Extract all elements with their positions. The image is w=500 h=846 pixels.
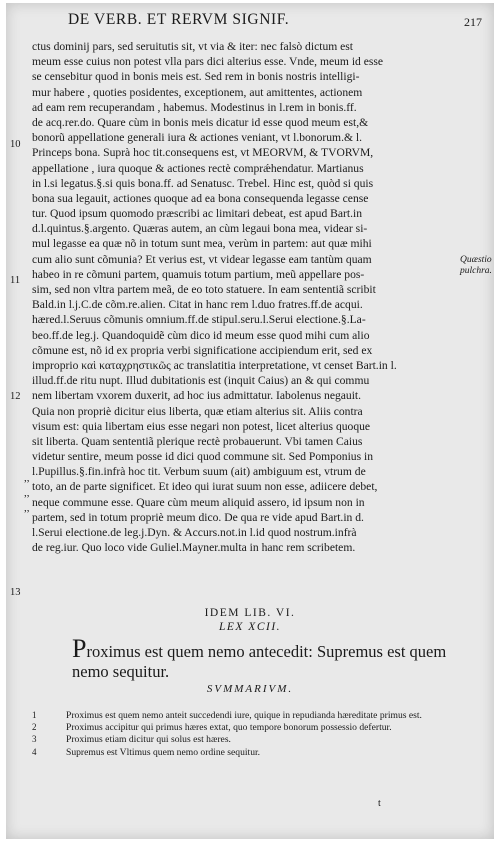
text-line: sit liberta. Quam sententiã plerique rectè probauerunt. Vbi tamen Caius	[32, 434, 363, 448]
summary-list	[32, 709, 472, 758]
text-line: Princeps bona. Suprà hoc tit.consequens est, vt MEORVM, & TVORVM,	[32, 146, 374, 160]
text-line: hæred.l.Seruus cõmunis omnium.ff.de stipul.seru.l.Serui electione.§.La-	[32, 313, 366, 327]
margin-number: 13	[10, 587, 21, 598]
body-text	[32, 39, 456, 555]
quotation-mark-icon: ,,	[24, 487, 30, 499]
summary-item	[32, 721, 472, 733]
running-title: DE VERB. ET RERVM SIGNIF.	[68, 11, 290, 28]
signature-mark: t	[378, 798, 381, 809]
summary-text: Proximus accipitur qui primus hæres extat, quo tempore bonorum possessio defertur.	[66, 722, 392, 734]
text-line: l.Pupillus.§.fin.infrà hoc tit. Verbum suum (ait) ambiguum est, vtrum de	[32, 465, 366, 479]
text-line: bonorũ appellatione generali iura & actiones veniant, vt l.bonorum.& l.	[32, 131, 363, 145]
text-line: l.Serui electione.de leg.j.Dyn. & Accurs.not.in l.id quod nostrum.infrà	[32, 526, 357, 539]
text-line: videtur sentire, meum posse id dici quod commune sit. Sed Pomponius in	[32, 450, 374, 464]
lemma-line: roximus est quem nemo antecedit: Supremus est quem	[86, 642, 447, 661]
summary-item	[32, 709, 472, 721]
text-line: de acq.rer.do. Quare cùm in bonis meis dicatur id esse quod meum est,&	[32, 115, 369, 129]
margin-number: 12	[10, 391, 21, 402]
summary-item	[32, 746, 472, 758]
text-line: tur. Quod ipsum quomodo præscribi ac limitari debeat, est apud Bart.in	[32, 207, 363, 221]
text-line: cum alio sunt cõmunia? Et verius est, vt videar legasse eam tantùm quam	[32, 252, 372, 266]
summary-title: SVMMARIVM.	[206, 683, 294, 695]
summary-text: Supremus est Vltimus quem nemo ordine sequitur.	[66, 746, 261, 758]
summary-number: 4	[32, 746, 37, 757]
text-line: Bald.in l.j.C.de cõm.re.alien. Citat in hanc rem l.duo fratres.ff.de acqui.	[32, 298, 363, 312]
quotation-mark-icon: ,,	[24, 502, 30, 514]
summary-number: 2	[32, 722, 37, 733]
text-line: de reg.iur. Quo loco vide Guliel.Mayner.multa in hanc rem scribetem.	[32, 541, 356, 555]
text-line: partem, sed in totum propriè meum dico. De qua re vide apud Bart.in d.	[32, 510, 364, 524]
lex-heading: LEX XCII.	[218, 621, 282, 633]
text-line: mur habere , quoties posidentes, exceptionem, aut amittentes, actionem	[32, 85, 363, 99]
summary-item	[32, 733, 472, 745]
margin-note-line: pulchra.	[460, 266, 492, 276]
lemma-line: nemo sequitur.	[72, 662, 170, 681]
text-line: ctus dominij pars, sed seruitutis sit, vt via & iter: nec falsò dictum est	[32, 40, 354, 53]
text-line: illud.ff.de ritu nupt. Illud dubitationis est (inquit Caius) an & qui commu	[32, 374, 370, 388]
section-heading: IDEM LIB. VI.	[204, 607, 296, 619]
page-number: 217	[464, 15, 482, 29]
text-line: appellatione , iura quoque & actiones rectè comprǽhendatur. Martianus	[32, 161, 364, 175]
text-line: beo.ff.de leg.j. Quandoquidẽ cùm dico id meum esse quod mihi cum alio	[32, 328, 370, 342]
summary-text: Proximus est quem nemo anteit succedendi iure, quique in repudianda hæreditate primus est.	[66, 710, 422, 721]
margin-number: 11	[10, 275, 21, 286]
summary-text: Proximus etiam dicitur qui solus est hæres.	[66, 734, 231, 746]
text-line: d.l.quintus.§.argento. Quæras autem, an cùm legaui bona mea, videar si-	[32, 222, 368, 236]
text-line: improprio καὶ καταχρηστικῶς ac translatitia interpretatione, vt censet Bart.in l.	[32, 358, 397, 372]
quotation-mark-icon: ,,	[24, 472, 30, 484]
text-line: se censebitur quod in bonis meis est. Sed rem in bonis nostris intelligi-	[32, 70, 360, 84]
text-line: toto, an de parte significet. Et ideo qui iurat suum non esse, adiicere debet,	[32, 480, 378, 494]
text-line: nem libertam vxorem duxerit, ad hoc ius admittatur. Iabolenus negauit.	[32, 389, 362, 403]
text-line: visum est: quia libertam eius esse negari non potest, licet alterius quoque	[32, 419, 371, 433]
text-line: habeo in re cõmuni partem, quamuis totum partium, meũ appellare pos-	[32, 267, 365, 281]
margin-note-line: Quæstio	[460, 255, 492, 265]
text-line: mul legasse ea quæ nõ in totum sunt mea, verùm in partem: aut quæ mihi	[32, 237, 372, 251]
initial-letter: P	[72, 634, 87, 663]
text-line: in l.si legatus.§.si quis bona.ff. ad Senatusc. Trebel. Hinc est, quòd si quis	[32, 176, 374, 190]
lemma	[72, 634, 472, 682]
summary-number: 1	[32, 710, 37, 720]
text-line: ad eam rem recuperandam , habemus. Modestinus in l.rem in bonis.ff.	[32, 100, 357, 114]
book-page	[6, 3, 494, 839]
text-line: sim, sed non vltra partem meã, de eo toto statuere. In eam sententiã scribit	[32, 283, 376, 296]
text-line: meum esse cuius non potest vlla pars dici alterius esse. Vnde, meum id esse	[32, 55, 384, 69]
page-header	[6, 7, 494, 31]
text-line: cõmune est, nõ id ex propria verbi significatione accipiendum erit, sed ex	[32, 343, 373, 357]
text-line: bona sua legauit, actiones quoque ad ea bona consequenda legasse cense	[32, 191, 369, 205]
margin-number: 10	[10, 139, 21, 150]
summary-number: 3	[32, 734, 37, 745]
text-line: neque commune esse. Quare cùm meum aliquid assero, id ipsum non in	[32, 495, 365, 509]
text-line: Quia non propriè dicitur eius liberta, quæ etiam alterius sit. Aliis contra	[32, 404, 363, 418]
